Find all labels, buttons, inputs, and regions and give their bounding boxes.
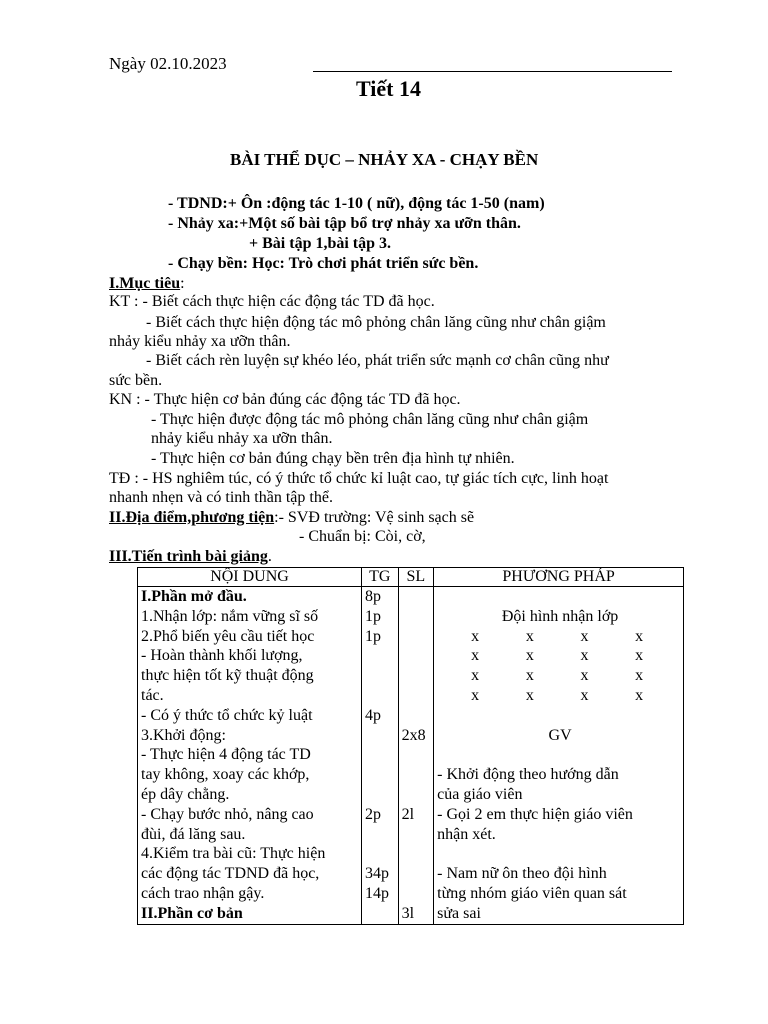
student-mark: x xyxy=(580,667,589,685)
method-line: - Nam nữ ôn theo đội hình xyxy=(437,865,607,883)
formation-row xyxy=(471,666,643,686)
reps-value xyxy=(402,587,434,607)
time-value xyxy=(365,646,398,666)
column-header-time: TG xyxy=(362,568,399,587)
lesson-subject: BÀI THỂ DỤC – NHẢY XA - CHẠY BỀN xyxy=(230,150,539,169)
topic-item: - Chạy bền: Học: Trò chơi phát triển sức bền. xyxy=(168,255,479,272)
time-cell xyxy=(362,587,399,925)
student-mark: x xyxy=(525,627,534,645)
reps-value xyxy=(402,745,434,765)
reps-value xyxy=(402,706,434,726)
content-line: - Có ý thức tổ chức kỷ luật xyxy=(141,706,313,724)
lesson-date: Ngày 02.10.2023 xyxy=(109,54,227,73)
reps-value xyxy=(402,646,434,666)
header-rule xyxy=(313,71,672,72)
time-value xyxy=(365,844,398,864)
objective-line: KT : - Biết cách thực hiện các động tác TD đã học. xyxy=(109,293,435,310)
reps-value: 2l xyxy=(401,805,415,823)
time-value xyxy=(365,904,398,924)
method-line: của giáo viên xyxy=(437,785,523,803)
lesson-number: Tiết 14 xyxy=(356,76,421,101)
time-value xyxy=(365,686,398,706)
content-line: 1.Nhận lớp: nắm vững sĩ số xyxy=(141,607,319,625)
location-line xyxy=(109,509,474,527)
student-mark: x xyxy=(525,647,534,665)
student-mark: x xyxy=(580,627,589,645)
objective-line: TĐ : - HS nghiêm túc, có ý thức tổ chức kỉ luật cao, tự giác tích cực, linh hoạt xyxy=(109,470,609,487)
time-value xyxy=(365,726,398,746)
objectives-heading xyxy=(109,275,185,293)
process-heading-text: III.Tiến trình bài giảng xyxy=(109,548,268,565)
method-spacer xyxy=(437,745,683,765)
formation-grid xyxy=(437,627,683,706)
time-value xyxy=(365,825,398,845)
content-line: ép dây chằng. xyxy=(141,785,230,803)
student-mark: x xyxy=(635,686,644,704)
reps-value xyxy=(402,785,434,805)
student-mark: x xyxy=(471,627,480,645)
topic-item: + Bài tập 1,bài tập 3. xyxy=(249,235,392,252)
content-line: đùi, đá lăng sau. xyxy=(141,825,246,843)
time-value xyxy=(365,785,398,805)
method-spacer xyxy=(437,844,683,864)
method-line: sửa sai xyxy=(437,904,481,922)
content-line: 3.Khởi động: xyxy=(141,726,226,744)
objective-line: nhảy kiểu nhảy xa ưỡn thân. xyxy=(151,430,333,447)
content-line: tay không, xoay các khớp, xyxy=(141,766,310,784)
time-value xyxy=(365,666,398,686)
objective-line: - Thực hiện được động tác mô phỏng chân lăng cũng như chân giậm xyxy=(151,411,589,428)
reps-value xyxy=(402,844,434,864)
objectives-heading-text: I.Mục tiêu xyxy=(109,275,181,292)
content-line: cách trao nhận gậy. xyxy=(141,884,265,902)
objective-line: nhảy kiểu nhảy xa ưỡn thân. xyxy=(109,333,291,350)
content-line: thực hiện tốt kỹ thuật động xyxy=(141,667,314,685)
time-value xyxy=(365,765,398,785)
student-mark: x xyxy=(525,686,534,704)
formation-row xyxy=(471,686,643,706)
reps-value xyxy=(402,686,434,706)
topic-item: - Nhảy xa:+Một số bài tập bổ trợ nhảy xa ưỡn thân. xyxy=(168,215,521,232)
method-line: - Gọi 2 em thực hiện giáo viên xyxy=(437,805,633,823)
objectives-heading-colon: : xyxy=(180,275,185,292)
reps-value xyxy=(402,864,434,884)
process-heading xyxy=(109,548,272,566)
topic-item: - TDND:+ Ôn :động tác 1-10 ( nữ), động tác 1-50 (nam) xyxy=(168,195,545,212)
table-header-row xyxy=(138,568,684,587)
time-value: 2p xyxy=(365,805,382,823)
method-spacer xyxy=(437,587,683,607)
column-header-method: PHƯƠNG PHÁP xyxy=(434,568,684,587)
column-header-content: NỘI DUNG xyxy=(138,568,362,587)
time-value: 1p xyxy=(365,607,382,625)
formation-title: Đội hình nhận lớp xyxy=(501,607,619,625)
objective-line: KN : - Thực hiện cơ bản đúng các động tác TD đã học. xyxy=(109,391,461,408)
objective-line: nhanh nhẹn và có tinh thần tập thể. xyxy=(109,489,333,506)
student-mark: x xyxy=(471,686,480,704)
content-line: - Chạy bước nhỏ, nâng cao xyxy=(141,805,314,823)
method-spacer xyxy=(437,706,683,726)
student-mark: x xyxy=(635,667,644,685)
reps-value xyxy=(402,627,434,647)
location-prep: - Chuẩn bị: Còi, cờ, xyxy=(299,528,426,545)
teacher-position: GV xyxy=(548,726,572,744)
student-mark: x xyxy=(525,667,534,685)
reps-value: 3l xyxy=(401,904,415,922)
content-line: các động tác TDND đã học, xyxy=(141,865,320,883)
time-value: 14p xyxy=(365,884,390,902)
method-cell xyxy=(434,587,684,925)
reps-value xyxy=(402,825,434,845)
process-heading-dot: . xyxy=(267,548,272,565)
reps-value xyxy=(402,607,434,627)
location-heading: II.Địa điểm,phương tiện xyxy=(109,509,275,526)
time-value: 4p xyxy=(365,706,382,724)
time-value: 8p xyxy=(365,588,382,605)
reps-value: 2x8 xyxy=(401,726,426,744)
objective-line: - Biết cách thực hiện động tác mô phỏng chân lăng cũng như chân giậm xyxy=(146,314,606,331)
reps-value xyxy=(402,884,434,904)
formation-row xyxy=(471,646,643,666)
content-line: - Hoàn thành khối lượng, xyxy=(141,647,303,665)
table-row xyxy=(138,587,684,925)
content-line: 4.Kiểm tra bài cũ: Thực hiện xyxy=(141,845,326,863)
time-value: 34p xyxy=(365,865,390,883)
student-mark: x xyxy=(471,667,480,685)
student-mark: x xyxy=(635,647,644,665)
student-mark: x xyxy=(580,647,589,665)
method-line: từng nhóm giáo viên quan sát xyxy=(437,884,627,902)
location-text: :- SVĐ trường: Vệ sinh sạch sẽ xyxy=(274,509,475,526)
objective-line: - Biết cách rèn luyện sự khéo léo, phát triển sức mạnh cơ chân cũng như xyxy=(146,352,609,369)
student-mark: x xyxy=(471,647,480,665)
content-line: I.Phần mở đầu. xyxy=(141,588,247,605)
lesson-plan-table xyxy=(137,567,684,925)
content-cell xyxy=(138,587,362,925)
content-line: tác. xyxy=(141,686,164,704)
content-line: 2.Phổ biến yêu cầu tiết học xyxy=(141,627,315,645)
student-mark: x xyxy=(580,686,589,704)
student-mark: x xyxy=(635,627,644,645)
reps-value xyxy=(402,765,434,785)
objective-line: sức bền. xyxy=(109,372,163,389)
time-value: 1p xyxy=(365,627,382,645)
content-line: - Thực hiện 4 động tác TD xyxy=(141,746,311,764)
formation-row xyxy=(471,627,643,647)
reps-value xyxy=(402,666,434,686)
content-line: II.Phần cơ bản xyxy=(141,904,243,922)
column-header-reps: SL xyxy=(398,568,434,587)
method-line: nhận xét. xyxy=(437,825,496,843)
reps-cell xyxy=(398,587,434,925)
time-value xyxy=(365,745,398,765)
objective-line: - Thực hiện cơ bản đúng chạy bền trên địa hình tự nhiên. xyxy=(151,450,515,467)
method-line: - Khởi động theo hướng dẫn xyxy=(437,766,619,784)
